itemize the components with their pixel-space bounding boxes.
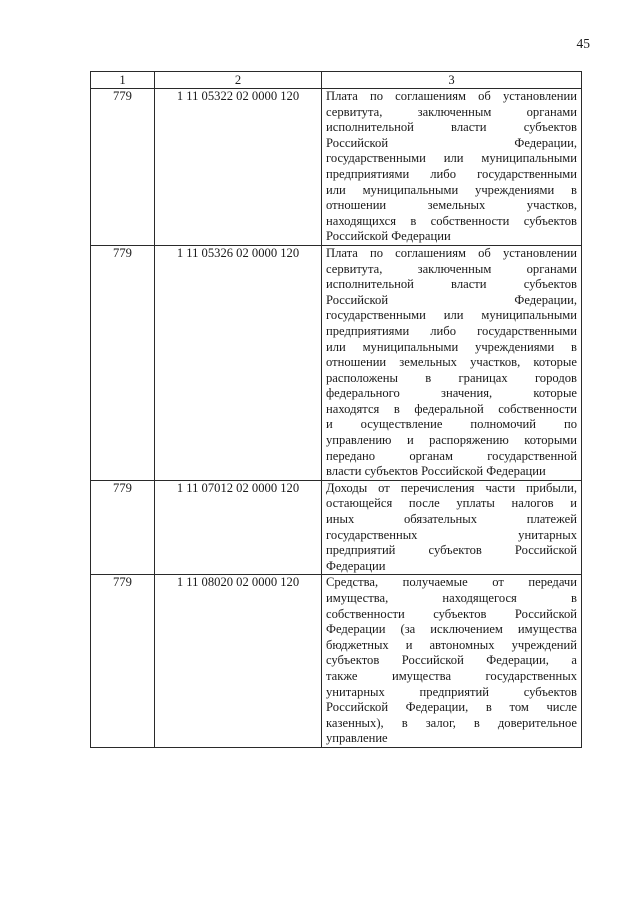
admin-code-cell: 779 <box>91 89 155 246</box>
description-line: исполнительной власти субъектов <box>326 120 577 135</box>
description-line: также имущества государственных <box>326 668 577 683</box>
description-line: государственными или муниципальными <box>326 151 577 166</box>
description-line: отношении земельных участков, которые <box>326 355 577 370</box>
table-row <box>91 89 582 246</box>
description-line: государственных унитарных <box>326 527 577 542</box>
description-line: бюджетных и автономных учреждений <box>326 637 577 652</box>
table-row <box>91 245 582 480</box>
description-line: или муниципальными учреждениями в <box>326 182 577 197</box>
description-line: иных обязательных платежей <box>326 512 577 527</box>
description-line: Федерации (за исключением имущества <box>326 622 577 637</box>
description-line: казенных), в залог, в доверительное <box>326 715 577 730</box>
income-code-cell: 1 11 05322 02 0000 120 <box>155 89 322 246</box>
income-codes-table <box>90 71 582 748</box>
description-line: федерального значения, которые <box>326 386 577 401</box>
description-line: отношении земельных участков, <box>326 198 577 213</box>
description-line: расположены в границах городов <box>326 370 577 385</box>
description-line: предприятиями либо государственными <box>326 166 577 181</box>
description-line: Плата по соглашениям об установлении <box>326 89 577 103</box>
description-line: Российской Федерации, <box>326 292 577 307</box>
income-code-cell: 1 11 08020 02 0000 120 <box>155 575 322 748</box>
description-line: Российской Федерации, <box>326 135 577 150</box>
column-header-2: 2 <box>155 72 322 89</box>
description-line: находящихся в собственности субъектов <box>326 213 577 228</box>
column-header-3: 3 <box>322 72 582 89</box>
description-line: субъектов Российской Федерации, а <box>326 653 577 668</box>
description-line: предприятий субъектов Российской <box>326 543 577 558</box>
description-line: Плата по соглашениям об установлении <box>326 245 577 260</box>
table-row <box>91 480 582 575</box>
table-header-row <box>91 72 582 89</box>
description-line: государственными или муниципальными <box>326 308 577 323</box>
description-line: Федерации <box>326 558 386 573</box>
description-cell <box>322 245 582 480</box>
table-row <box>91 575 582 748</box>
admin-code-cell: 779 <box>91 575 155 748</box>
description-line: или муниципальными учреждениями в <box>326 339 577 354</box>
description-line: имущества, находящегося в <box>326 591 577 605</box>
description-line: исполнительной власти субъектов <box>326 277 577 292</box>
description-line: управление <box>326 731 388 746</box>
description-line: собственности субъектов Российской <box>326 606 577 621</box>
description-line: унитарных предприятий субъектов <box>326 684 577 699</box>
page-number: 45 <box>576 36 590 51</box>
description-line: сервитута, заключенным органами <box>326 104 577 119</box>
description-line: и осуществление полномочий по <box>326 417 577 432</box>
description-line: Доходы от перечисления части прибыли, <box>326 480 577 495</box>
description-line: Российской Федерации, в том числе <box>326 700 577 715</box>
description-line: Российской Федерации <box>326 229 451 244</box>
description-line: находятся в федеральной собственности <box>326 401 577 416</box>
admin-code-cell: 779 <box>91 480 155 575</box>
description-line: передано органам государственной <box>326 448 577 463</box>
description-line: управлению и распоряжению которыми <box>326 433 577 448</box>
description-line: предприятиями либо государственными <box>326 323 577 338</box>
description-cell <box>322 480 582 575</box>
description-line: Средства, получаемые от передачи <box>326 575 577 590</box>
description-cell <box>322 89 582 246</box>
description-line: остающейся после уплаты налогов и <box>326 496 577 511</box>
description-line: власти субъектов Российской Федерации <box>326 464 546 479</box>
description-line: сервитута, заключенным органами <box>326 261 577 276</box>
description-cell <box>322 575 582 748</box>
admin-code-cell: 779 <box>91 245 155 480</box>
income-code-cell: 1 11 07012 02 0000 120 <box>155 480 322 575</box>
column-header-1: 1 <box>91 72 155 89</box>
income-code-cell: 1 11 05326 02 0000 120 <box>155 245 322 480</box>
